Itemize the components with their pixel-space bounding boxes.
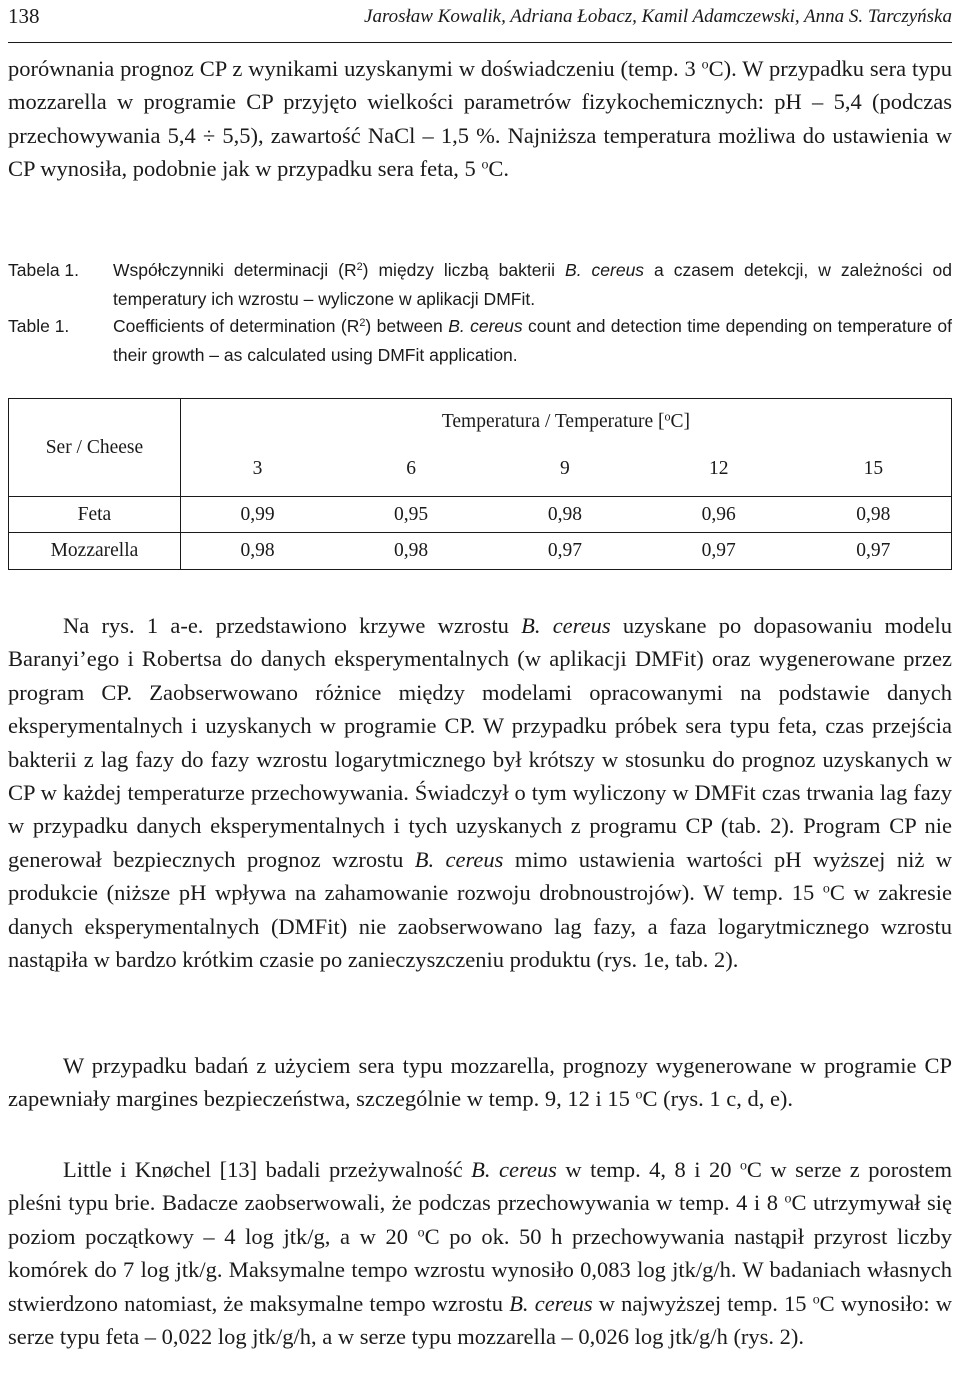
species-name: B. cereus xyxy=(471,1157,557,1182)
caption-text xyxy=(113,256,952,313)
text-run: C po ok. 50 h przechowywania nastąpił przyrost liczby komórek do 7 log jtk/g. Maksymalne tempo wzrostu wynosiło 0,083 log jtk/g/h. W badaniach własnych stwierdzono natomiast, że maksymalne tempo wzrostu xyxy=(8,1223,952,1316)
temp-header-cell: 12 xyxy=(642,443,796,497)
degree-sign: o xyxy=(664,409,671,424)
text-run: C] xyxy=(670,410,691,432)
cheese-name-cell: Feta xyxy=(9,497,181,533)
species-name: B. cereus xyxy=(414,846,504,872)
temp-header-cell: 3 xyxy=(180,443,334,497)
degree-sign: o xyxy=(481,157,489,173)
text-run: C w serze z porostem pleśni typu brie. Badacze zaobserwowali, że podczas przechowywania w temp. 4 i 8 xyxy=(8,1157,952,1216)
superscript: 2 xyxy=(359,317,366,330)
cheese-name-cell: Mozzarella xyxy=(9,533,181,570)
table-row xyxy=(9,533,952,570)
text-run: C w zakresie danych eksperymentalnych (DMFit) nie zaobserwowano lag fazy, a faza logarytmicznego wzrostu nastąpiła w bardzo krótkim czasie po zanieczyszczeniu produktu (rys. 1e, tab. 2). xyxy=(8,880,952,973)
table-caption-english xyxy=(8,312,952,369)
authors-line: Jarosław Kowalik, Adriana Łobacz, Kamil Adamczewski, Anna S. Tarczyńska xyxy=(364,6,952,27)
text-run: Współczynniki determinacji (R xyxy=(113,260,357,280)
text-run: Temperatura / Temperature [ xyxy=(441,410,665,432)
text-run: C utrzymywał się poziom początkowy – 4 log jtk/g, a w 20 xyxy=(8,1190,952,1249)
value-cell: 0,98 xyxy=(180,533,334,570)
value-cell: 0,96 xyxy=(642,497,796,533)
text-run: Little i Knøchel [13] badali przeżywalność xyxy=(63,1157,472,1182)
page-number: 138 xyxy=(8,4,40,28)
paragraph-1 xyxy=(8,52,952,186)
text-run: ) między liczbą bakterii xyxy=(362,260,566,280)
species-name: B. cereus xyxy=(565,260,645,280)
paragraph-3 xyxy=(8,1049,952,1116)
value-cell: 0,97 xyxy=(642,533,796,570)
table-caption-polish xyxy=(8,256,952,313)
text-run: C. xyxy=(488,156,510,182)
species-name: B. cereus xyxy=(448,316,523,336)
degree-sign: o xyxy=(635,1087,643,1103)
degree-sign: o xyxy=(784,1191,792,1207)
degree-sign: o xyxy=(812,1291,820,1307)
value-cell: 0,98 xyxy=(334,533,488,570)
species-name: B. cereus xyxy=(521,613,611,638)
text-run: w najwyższej temp. 15 xyxy=(592,1290,813,1316)
text-run: C). W przypadku sera typu mozzarella w programie CP przyjęto wielkości parametrów fizykochemicznych: pH – 5,4 (podczas przechowywania 5,4 ÷ 5,5), zawartość NaCl – 1,5 %. Najniższa temperatura możliwa do ustawienia w CP wynosiła, podobnie jak w przypadku sera feta, 5 xyxy=(8,56,952,182)
table-row xyxy=(9,497,952,533)
degree-sign: o xyxy=(701,57,709,73)
text-run: mimo ustawienia wartości pH wyższej niż w produkcie (niższe pH wpływa na zahamowanie rozwoju drobnoustrojów). W temp. 15 xyxy=(8,846,952,906)
value-cell: 0,98 xyxy=(488,497,642,533)
text-run: ) between xyxy=(365,316,449,336)
row-header-cell: Ser / Cheese xyxy=(9,399,181,497)
text-run: C (rys. 1 c, d, e). xyxy=(642,1086,794,1112)
paragraph-4 xyxy=(8,1153,952,1353)
caption-label: Table 1. xyxy=(8,316,70,336)
header-rule xyxy=(8,42,952,43)
caption-label: Tabela 1. xyxy=(8,260,80,280)
temp-header-cell: 6 xyxy=(334,443,488,497)
text-run: uzyskane po dopasowaniu modelu Baranyi’ego i Robertsa do danych eksperymentalnych (w aplikacji DMFit) oraz wygenerowane przez program CP. Zaobserwowano różnice między modelami opracowanymi na podstawie danych eksperymentalnych i uzyskanych w programie CP. W przypadku próbek sera typu feta, czas przejścia bakterii z lag fazy do fazy wzrostu logarytmicznego był krótszy w stosunku do prognoz uzyskanych w CP w każdej temperaturze przechowywania. Świadczył o tym wyliczony w DMFit czas trwania lag fazy w przypadku danych eksperymentalnych i tych uzyskanych z programu CP (tab. 2). Program CP nie generował bezpiecznych prognoz wzrostu xyxy=(8,613,952,872)
text-run: w temp. 4, 8 i 20 xyxy=(556,1157,740,1182)
text-run: W przypadku badań z użyciem sera typu mozzarella, prognozy wygenerowane w programie CP zapewniały margines bezpieczeństwa, szczególnie w temp. 9, 12 i 15 xyxy=(8,1053,952,1112)
text-run: C wynosiło: w serze typu feta – 0,022 log jtk/g/h, a w serze typu mozzarella – 0,026 log jtk/g/h (rys. 2). xyxy=(8,1290,952,1350)
text-run: count and detection time depending on temperature of their growth – as calculated using DMFit application. xyxy=(113,316,952,365)
degree-sign: o xyxy=(822,881,830,897)
value-cell: 0,99 xyxy=(180,497,334,533)
degree-sign: o xyxy=(739,1158,747,1174)
temp-header-cell: 15 xyxy=(796,443,952,497)
species-name: B. cereus xyxy=(509,1290,593,1316)
paragraph-2 xyxy=(8,609,952,976)
value-cell: 0,98 xyxy=(796,497,952,533)
value-cell: 0,97 xyxy=(488,533,642,570)
running-header xyxy=(8,4,952,34)
group-header-cell xyxy=(180,399,951,443)
value-cell: 0,95 xyxy=(334,497,488,533)
degree-sign: o xyxy=(417,1225,425,1241)
superscript: 2 xyxy=(356,261,363,274)
text-run: a czasem detekcji, w zależności od temperatury ich wzrostu – wyliczone w aplikacji DMFit. xyxy=(113,260,952,309)
text-run: Na rys. 1 a-e. przedstawiono krzywe wzrostu xyxy=(63,613,522,638)
text-run: Coefficients of determination (R xyxy=(113,316,360,336)
caption-text xyxy=(113,312,952,369)
temp-header-cell: 9 xyxy=(488,443,642,497)
value-cell: 0,97 xyxy=(796,533,952,570)
data-table xyxy=(8,398,952,570)
text-run: porównania prognoz CP z wynikami uzyskanymi w doświadczeniu (temp. 3 xyxy=(8,56,702,81)
